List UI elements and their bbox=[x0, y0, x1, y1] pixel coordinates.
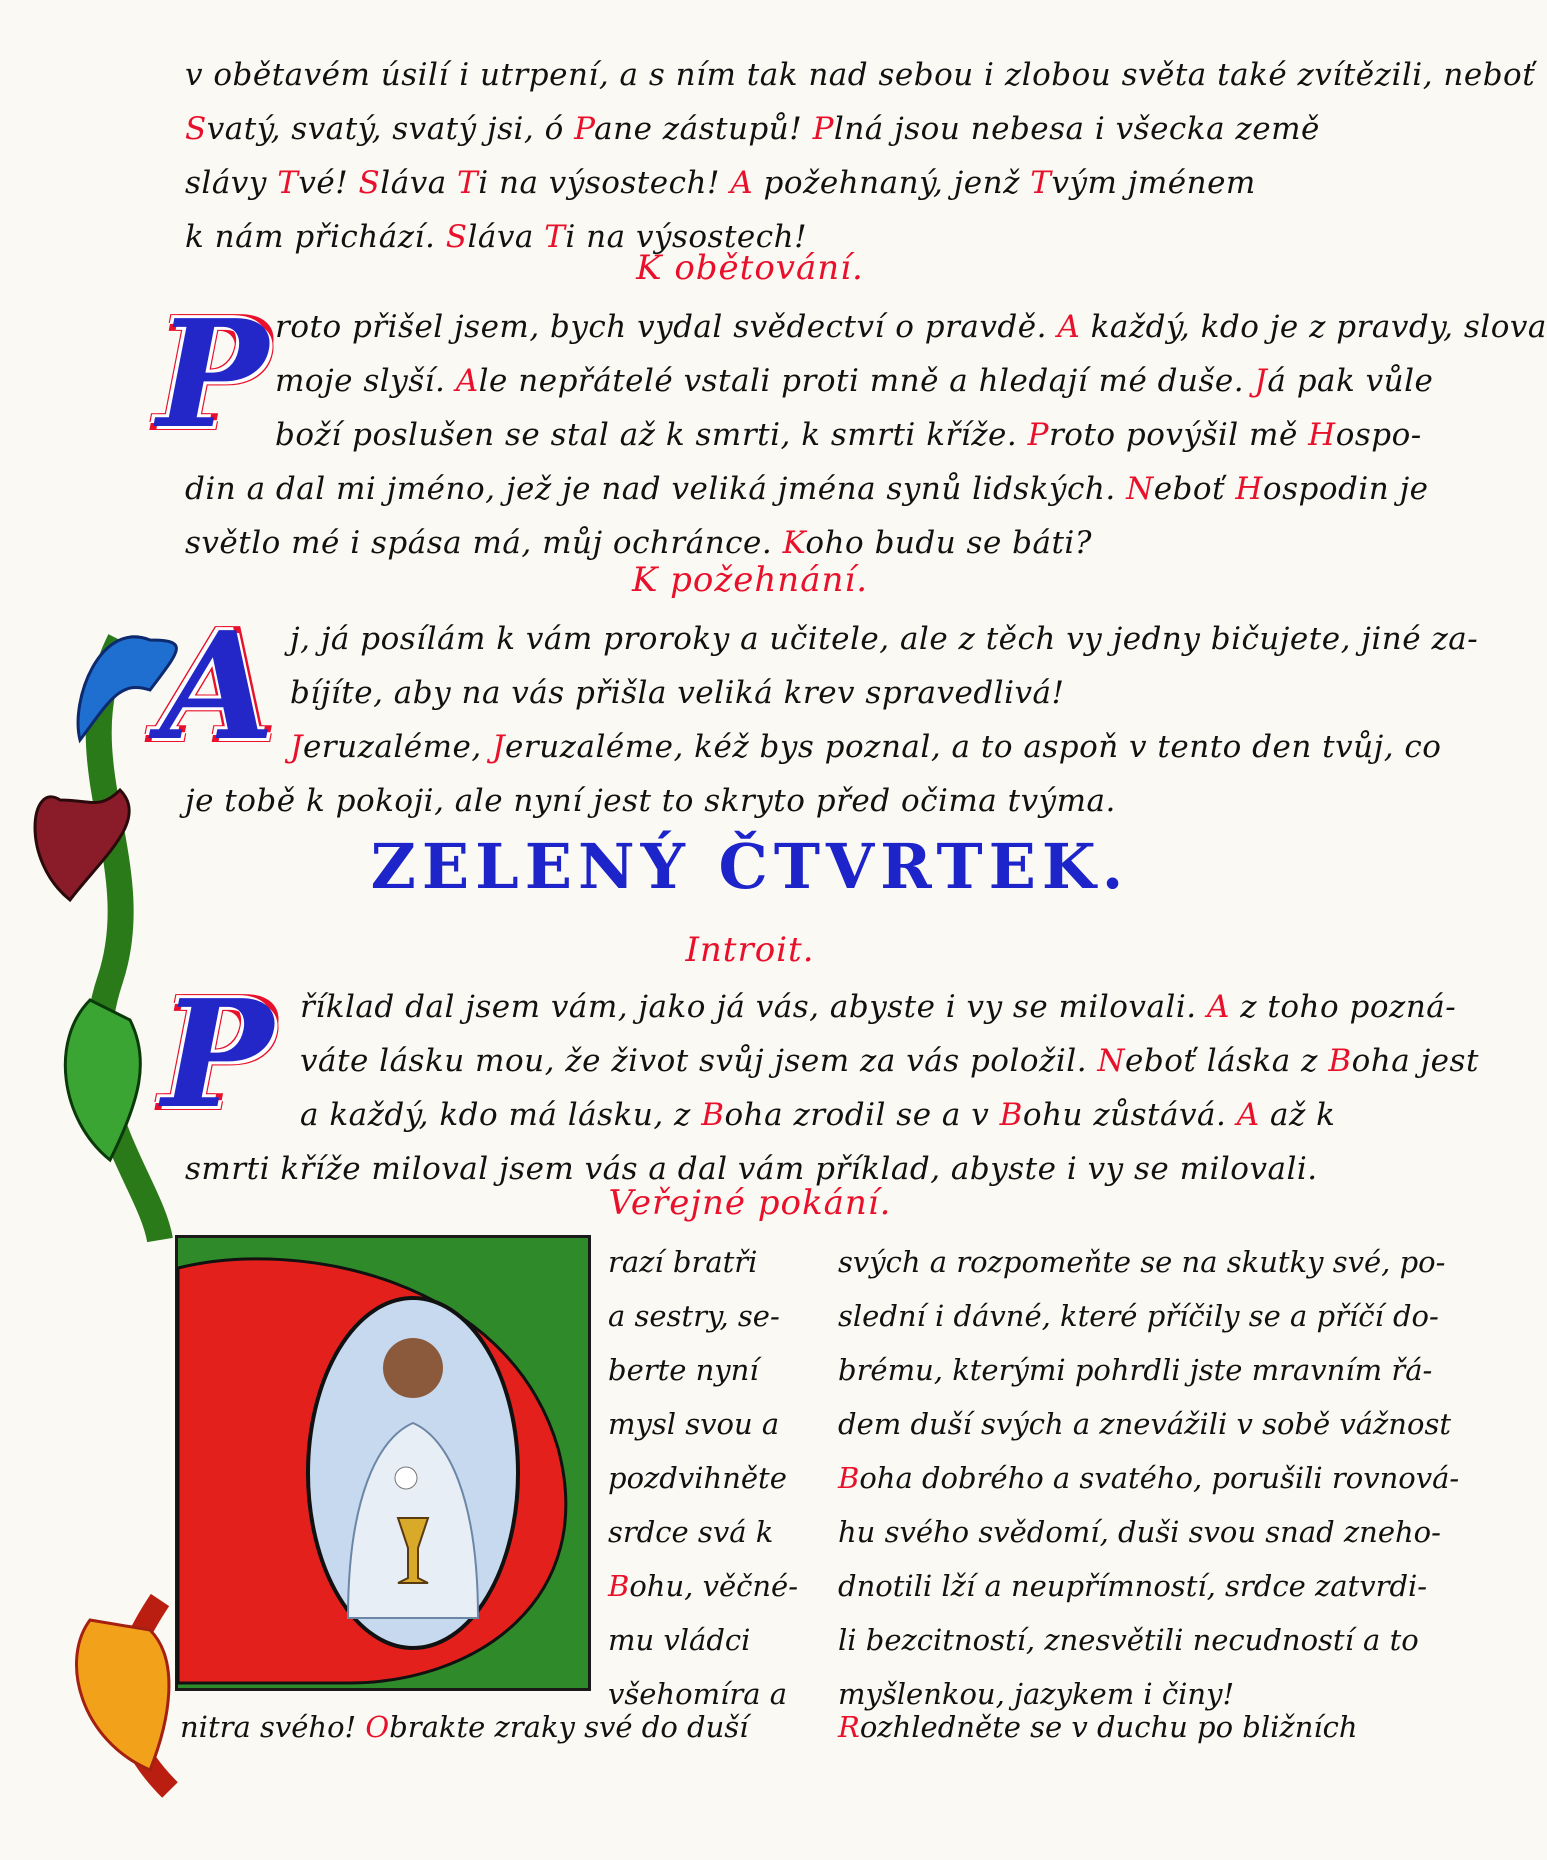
text-segment: váte lásku mou, že život svůj jsem za vás položil. bbox=[300, 1043, 1098, 1079]
section1-text-cont bbox=[185, 462, 1429, 570]
red-capital: S bbox=[445, 219, 468, 255]
red-capital: N bbox=[1126, 471, 1154, 507]
text-segment: eruzaléme, bbox=[302, 729, 493, 765]
text-line bbox=[185, 102, 1535, 156]
text-segment: dnotili lží a neupřímností, srdce zatvrdi- bbox=[838, 1569, 1428, 1603]
red-capital: T bbox=[544, 219, 566, 255]
text-segment: mu vládci bbox=[608, 1623, 751, 1657]
red-capital: O bbox=[365, 1710, 390, 1744]
red-capital: P bbox=[1027, 417, 1049, 453]
text-segment: i na výsostech! bbox=[478, 165, 731, 201]
text-segment: světlo mé i spása má, můj ochránce. bbox=[185, 525, 783, 561]
red-capital: B bbox=[1328, 1043, 1352, 1079]
section4-last-right bbox=[838, 1700, 1358, 1754]
text-segment: myšlenkou, jazykem i činy! bbox=[838, 1677, 1235, 1711]
text-line bbox=[608, 1397, 798, 1451]
red-capital: K bbox=[782, 525, 806, 561]
text-line bbox=[838, 1343, 1459, 1397]
opening-text bbox=[185, 48, 1535, 264]
text-segment: a každý, kdo má lásku, z bbox=[300, 1097, 702, 1133]
text-segment: z toho pozná- bbox=[1229, 989, 1457, 1025]
initial-letter-p: P bbox=[156, 287, 269, 461]
text-segment: din a dal mi jméno, jež je nad veliká jména synů lidských. bbox=[185, 471, 1127, 507]
section4-right-column bbox=[838, 1235, 1459, 1721]
red-capital: P bbox=[574, 111, 595, 147]
text-line bbox=[275, 408, 1547, 462]
text-segment: slední i dávné, které příčily se a příčí do- bbox=[838, 1299, 1439, 1333]
text-segment: vým jménem bbox=[1051, 165, 1256, 201]
red-capital: P bbox=[812, 111, 834, 147]
text-line bbox=[608, 1235, 798, 1289]
text-segment: láva bbox=[380, 165, 458, 201]
text-segment: každý, kdo je z pravdy, slova bbox=[1080, 309, 1547, 345]
red-capital: S bbox=[185, 111, 207, 147]
red-capital: T bbox=[457, 165, 479, 201]
red-capital: A bbox=[1236, 1097, 1260, 1133]
text-line bbox=[838, 1613, 1459, 1667]
text-segment: razí bratři bbox=[608, 1245, 758, 1279]
text-segment: oha jest bbox=[1351, 1043, 1479, 1079]
text-segment: i na výsostech! bbox=[565, 219, 808, 255]
text-segment: pozdvihněte bbox=[608, 1461, 787, 1495]
text-segment: k nám přichází. bbox=[185, 219, 446, 255]
red-capital: A bbox=[1206, 989, 1230, 1025]
text-segment: a sestry, se- bbox=[608, 1299, 780, 1333]
text-line bbox=[185, 156, 1535, 210]
initial-letter-p-introit: P bbox=[161, 967, 274, 1141]
text-segment: ohu, věčné- bbox=[629, 1569, 798, 1603]
text-segment: eruzaléme, kéž bys poznal, a to aspoň v tento den tvůj, co bbox=[505, 729, 1442, 765]
initial-letter-a: A bbox=[160, 599, 275, 773]
orange-leaf bbox=[77, 1620, 169, 1770]
text-segment: hu svého svědomí, duši svou snad zneho- bbox=[838, 1515, 1441, 1549]
red-capital: J bbox=[290, 729, 303, 765]
text-line bbox=[290, 666, 1478, 720]
text-segment: dem duší svých a znevážili v sobě vážnost bbox=[838, 1407, 1451, 1441]
text-segment: oha zrodil se a v bbox=[724, 1097, 1000, 1133]
text-segment: ospo- bbox=[1335, 417, 1422, 453]
text-segment: berte nyní bbox=[608, 1353, 759, 1387]
text-segment: vé! bbox=[298, 165, 359, 201]
text-segment: roto povýšil mě bbox=[1048, 417, 1309, 453]
text-segment: oha dobrého a svatého, porušili rovnová- bbox=[859, 1461, 1460, 1495]
text-line bbox=[838, 1235, 1459, 1289]
text-line bbox=[838, 1451, 1459, 1505]
text-line bbox=[180, 1700, 748, 1754]
text-segment: ane zástupů! bbox=[594, 111, 813, 147]
text-segment: ohu zůstává. bbox=[1022, 1097, 1237, 1133]
text-line bbox=[185, 462, 1429, 516]
red-capital: A bbox=[455, 363, 479, 399]
text-line bbox=[838, 1700, 1358, 1754]
red-capital: H bbox=[1235, 471, 1263, 507]
text-segment: eboť láska z bbox=[1125, 1043, 1329, 1079]
text-segment: á pak vůle bbox=[1267, 363, 1434, 399]
text-segment: oho budu se báti? bbox=[805, 525, 1092, 561]
illuminated-initial-frame bbox=[175, 1235, 591, 1691]
section2-text-cont bbox=[185, 774, 1116, 828]
text-line bbox=[290, 612, 1478, 666]
text-line bbox=[300, 1034, 1479, 1088]
red-capital: A bbox=[730, 165, 754, 201]
text-segment: moje slyší. bbox=[275, 363, 456, 399]
text-segment: vatý, svatý, svatý jsi, ó bbox=[206, 111, 575, 147]
text-line bbox=[838, 1505, 1459, 1559]
text-segment: li bezcitností, znesvětili necudností a to bbox=[838, 1623, 1419, 1657]
text-segment: brému, kterými pohrdli jste mravním řá- bbox=[838, 1353, 1433, 1387]
red-capital: S bbox=[358, 165, 381, 201]
text-segment: srdce svá k bbox=[608, 1515, 774, 1549]
text-line bbox=[300, 1088, 1479, 1142]
text-line bbox=[275, 354, 1547, 408]
figure-head bbox=[383, 1338, 443, 1398]
text-segment: brakte zraky své do duší bbox=[389, 1710, 749, 1744]
red-capital: T bbox=[277, 165, 299, 201]
red-capital: A bbox=[1057, 309, 1081, 345]
text-segment: slávy bbox=[185, 165, 278, 201]
text-segment: v obětavém úsilí i utrpení, a s ním tak nad sebou i zlobou světa také zvítězili, neboť bbox=[185, 57, 1536, 93]
text-line bbox=[608, 1613, 798, 1667]
text-segment: mysl svou a bbox=[608, 1407, 780, 1441]
text-line bbox=[608, 1289, 798, 1343]
text-line bbox=[290, 720, 1478, 774]
red-capital: B bbox=[838, 1461, 860, 1495]
text-line bbox=[608, 1451, 798, 1505]
section2-text bbox=[290, 612, 1478, 774]
text-segment: nitra svého! bbox=[180, 1710, 366, 1744]
red-capital: B bbox=[999, 1097, 1023, 1133]
illuminated-initial-art bbox=[178, 1238, 588, 1688]
red-capital: J bbox=[492, 729, 506, 765]
text-line bbox=[300, 980, 1479, 1034]
text-line bbox=[838, 1289, 1459, 1343]
text-segment: roto přišel jsem, bych vydal svědectví o pravdě. bbox=[275, 309, 1058, 345]
heading-k-obetovani: K obětování. bbox=[636, 248, 864, 288]
text-line bbox=[838, 1397, 1459, 1451]
text-segment: bíjíte, aby na vás přišla veliká krev spravedlivá! bbox=[290, 675, 1065, 711]
text-segment: říklad dal jsem vám, jako já vás, abyste i vy se milovali. bbox=[300, 989, 1207, 1025]
text-segment: smrti kříže miloval jsem vás a dal vám příklad, abyste i vy se milovali. bbox=[185, 1151, 1318, 1187]
section4-last-left bbox=[180, 1700, 748, 1754]
heading-verejne-pokani: Veřejné pokání. bbox=[608, 1183, 892, 1223]
text-segment: le nepřátelé vstali proti mně a hledají mé duše. bbox=[478, 363, 1255, 399]
text-segment: ozhledněte se v duchu po bližních bbox=[859, 1710, 1358, 1744]
red-capital: R bbox=[838, 1710, 860, 1744]
text-segment: je tobě k pokoji, ale nyní jest to skryto před očima tvýma. bbox=[185, 783, 1116, 819]
red-capital: T bbox=[1030, 165, 1052, 201]
text-segment: požehnaný, jenž bbox=[753, 165, 1031, 201]
section4-left-column bbox=[608, 1235, 798, 1721]
text-segment: ospodin je bbox=[1262, 471, 1429, 507]
text-segment: všehomíra a bbox=[608, 1677, 787, 1711]
text-segment: svých a rozpomeňte se na skutky své, po- bbox=[838, 1245, 1446, 1279]
page-title: ZELENÝ ČTVRTEK. bbox=[370, 830, 1130, 903]
text-line bbox=[185, 774, 1116, 828]
text-segment: eboť bbox=[1153, 471, 1236, 507]
red-capital: J bbox=[1254, 363, 1268, 399]
text-line bbox=[185, 48, 1535, 102]
text-segment: láva bbox=[467, 219, 545, 255]
section3-text bbox=[300, 980, 1479, 1142]
heading-k-pozehnani: K požehnání. bbox=[631, 560, 869, 600]
text-line bbox=[608, 1559, 798, 1613]
text-segment: j, já posílám k vám proroky a učitele, ale z těch vy jedny bičujete, jiné za- bbox=[290, 621, 1479, 657]
section1-text bbox=[275, 300, 1547, 462]
text-line bbox=[838, 1559, 1459, 1613]
host bbox=[395, 1467, 417, 1489]
text-segment: až k bbox=[1259, 1097, 1336, 1133]
red-capital: B bbox=[701, 1097, 725, 1133]
red-capital: N bbox=[1097, 1043, 1126, 1079]
text-line bbox=[275, 300, 1547, 354]
red-capital: B bbox=[608, 1569, 630, 1603]
heading-introit: Introit. bbox=[685, 930, 815, 970]
text-line bbox=[608, 1343, 798, 1397]
red-capital: H bbox=[1308, 417, 1336, 453]
text-segment: boží poslušen se stal až k smrti, k smrti kříže. bbox=[275, 417, 1028, 453]
text-line bbox=[608, 1505, 798, 1559]
text-segment: lná jsou nebesa i všecka země bbox=[833, 111, 1320, 147]
